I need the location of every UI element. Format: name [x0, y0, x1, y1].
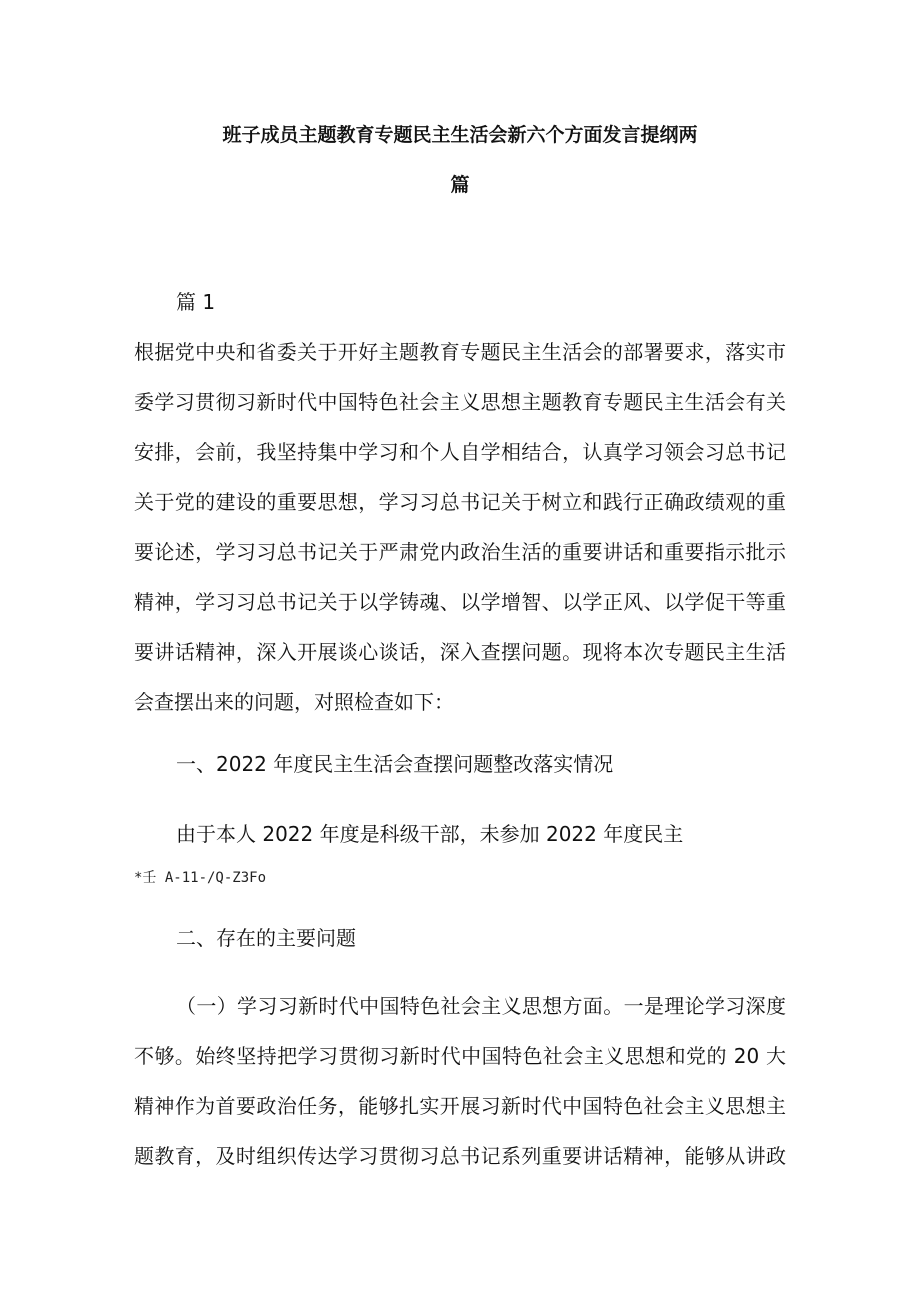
intro-line: 精神，学习习总书记关于以学铸魂、以学增智、以学正风、以学促干等重 [134, 590, 786, 614]
intro-line: 要论述，学习习总书记关于严肃党内政治生活的重要讲话和重要指示批示 [134, 540, 786, 564]
body-line: 精神作为首要政治任务，能够扎实开展习新时代中国特色社会主义思想主 [134, 1094, 786, 1118]
section-heading-1: 一、2022 年度民主生活会查摆问题整改落实情况 [176, 752, 614, 776]
intro-line: 要讲话精神，深入开展谈心谈话，深入查摆问题。现将本次专题民主生活 [134, 640, 786, 664]
garbled-text-line: *壬 A-11-/Q-Z3Fo [134, 870, 267, 886]
body-line: （一）学习习新时代中国特色社会主义思想方面。一是理论学习深度 [176, 994, 786, 1018]
intro-line: 关于党的建设的重要思想，学习习总书记关于树立和践行正确政绩观的重 [134, 490, 786, 514]
section-label: 篇 1 [176, 290, 216, 314]
document-title-continued: 篇 [450, 174, 470, 196]
intro-line: 会查摆出来的问题，对照检查如下： [134, 690, 454, 714]
paragraph-1: 由于本人 2022 年度是科级干部，未参加 2022 年度民主 [176, 822, 684, 846]
document-title: 班子成员主题教育专题民主生活会新六个方面发言提纲两 [222, 124, 698, 146]
intro-line: 委学习贯彻习新时代中国特色社会主义思想主题教育专题民主生活会有关 [134, 390, 786, 414]
body-line: 不够。始终坚持把学习贯彻习新时代中国特色社会主义思想和党的 20 大 [134, 1044, 786, 1068]
intro-line: 安排，会前，我坚持集中学习和个人自学相结合，认真学习领会习总书记 [134, 440, 786, 464]
body-line: 题教育，及时组织传达学习贯彻习总书记系列重要讲话精神，能够从讲政 [134, 1144, 786, 1168]
intro-line: 根据党中央和省委关于开好主题教育专题民主生活会的部署要求，落实市 [134, 340, 786, 364]
section-heading-2: 二、存在的主要问题 [176, 926, 356, 950]
